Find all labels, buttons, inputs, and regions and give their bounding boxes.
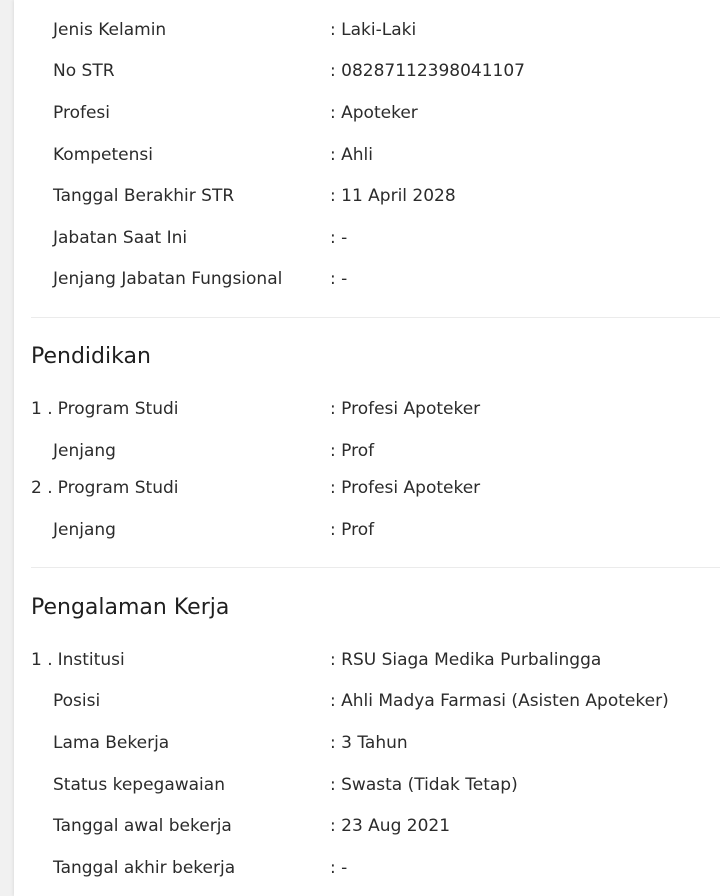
info-label: No STR [53, 61, 115, 81]
info-row-tanggal-berakhir-str [14, 186, 720, 206]
experience-index: 1 . [31, 650, 53, 670]
program-studi-label: Program Studi [57, 478, 179, 498]
jenjang-value: : Prof [330, 520, 375, 540]
experience-row-status-kepegawaian [14, 775, 720, 795]
info-value: : 11 April 2028 [330, 186, 456, 206]
section-divider [31, 567, 720, 568]
experience-field-value: : Ahli Madya Farmasi (Asisten Apoteker) [330, 691, 669, 711]
section-divider [31, 317, 720, 318]
info-label: Tanggal Berakhir STR [53, 186, 235, 206]
program-studi-label: Program Studi [57, 399, 179, 419]
education-row-jenjang [14, 520, 720, 540]
info-row-jabatan-saat-ini [14, 228, 720, 248]
experience-field-label: Tanggal akhir bekerja [53, 858, 236, 878]
info-value: : - [330, 269, 348, 289]
info-value: : - [330, 228, 348, 248]
experience-field-label: Tanggal awal bekerja [53, 816, 232, 836]
experience-field-value: : Swasta (Tidak Tetap) [330, 775, 518, 795]
experience-field-value: : 3 Tahun [330, 733, 408, 753]
jenjang-value: : Prof [330, 441, 375, 461]
experience-field-value: : 23 Aug 2021 [330, 816, 451, 836]
experience-row-tanggal-akhir-bekerja [14, 858, 720, 878]
info-value: : 08287112398041107 [330, 61, 526, 81]
experience-field-label: Lama Bekerja [53, 733, 170, 753]
info-row-profesi [14, 103, 720, 123]
info-row-jenjang-jabatan-fungsional [14, 269, 720, 289]
info-value: : Ahli [330, 145, 373, 165]
experience-row-posisi [14, 691, 720, 711]
info-label: Jabatan Saat Ini [53, 228, 188, 248]
experience-row-lama-bekerja [14, 733, 720, 753]
education-index: 1 . [31, 399, 53, 419]
info-label: Profesi [53, 103, 110, 123]
jenjang-label: Jenjang [53, 441, 116, 461]
education-row-program-studi [14, 478, 720, 498]
education-row-program-studi [14, 399, 720, 419]
info-label: Jenis Kelamin [53, 20, 167, 40]
info-row-kompetensi [14, 145, 720, 165]
education-row-jenjang [14, 441, 720, 461]
experience-field-label: Posisi [53, 691, 101, 711]
profile-detail-card [14, 0, 720, 896]
experience-field-value: : - [330, 858, 348, 878]
experience-row-institusi [14, 650, 720, 670]
experience-label [31, 650, 125, 670]
info-row-jenis-kelamin [14, 20, 720, 40]
section-title-pendidikan: Pendidikan [31, 344, 151, 369]
education-label [31, 478, 179, 498]
program-studi-value: : Profesi Apoteker [330, 399, 481, 419]
institusi-value: : RSU Siaga Medika Purbalingga [330, 650, 602, 670]
experience-field-label: Status kepegawaian [53, 775, 225, 795]
education-label [31, 399, 179, 419]
info-value: : Laki-Laki [330, 20, 417, 40]
info-value: : Apoteker [330, 103, 418, 123]
jenjang-label: Jenjang [53, 520, 116, 540]
program-studi-value: : Profesi Apoteker [330, 478, 481, 498]
section-title-pengalaman-kerja: Pengalaman Kerja [31, 595, 230, 620]
info-label: Jenjang Jabatan Fungsional [53, 269, 283, 289]
info-label: Kompetensi [53, 145, 153, 165]
info-row-no-str [14, 61, 720, 81]
education-index: 2 . [31, 478, 53, 498]
institusi-label: Institusi [57, 650, 125, 670]
experience-row-tanggal-awal-bekerja [14, 816, 720, 836]
